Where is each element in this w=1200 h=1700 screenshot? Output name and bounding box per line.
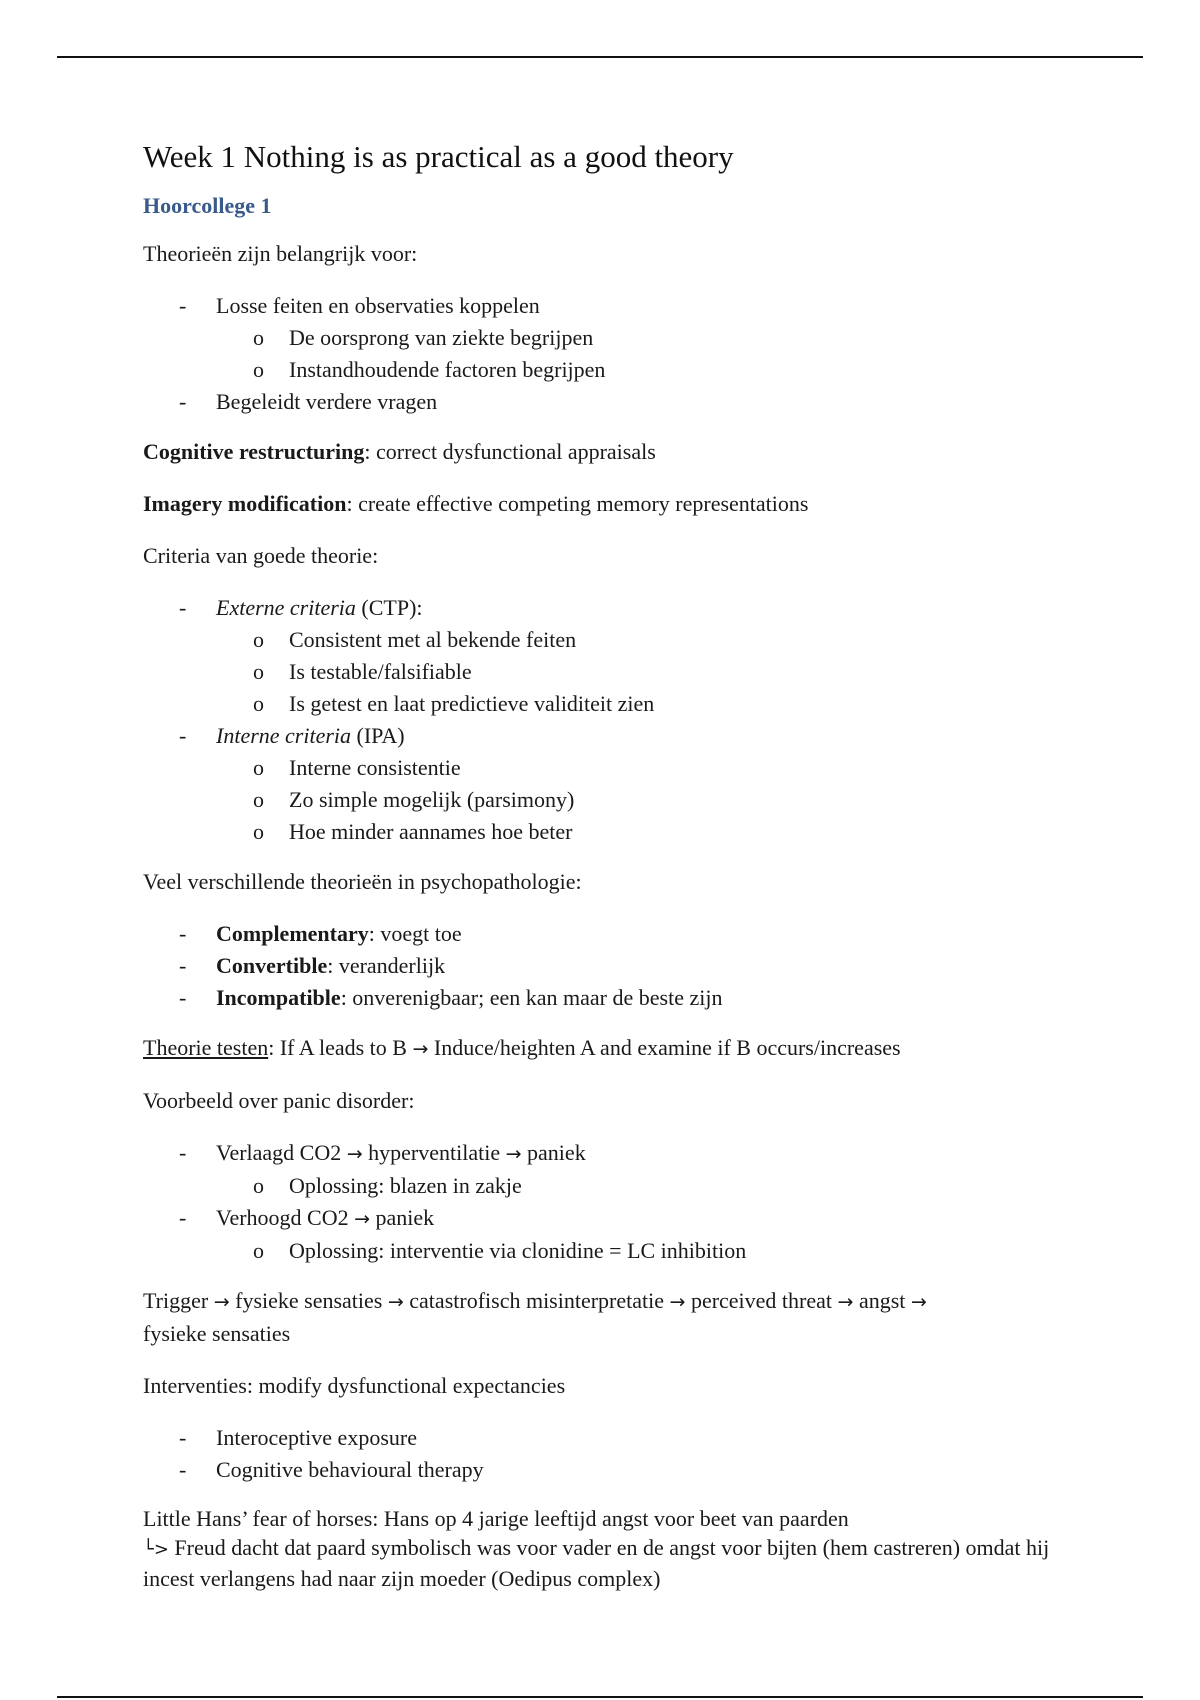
page-title: Week 1 Nothing is as practical as a good theory <box>143 139 734 174</box>
footer-rule <box>57 1696 1143 1698</box>
list-item: o Oplossing: blazen in zakje <box>216 1170 1073 1202</box>
list-item: - Incompatible: onverenigbaar; een kan maar de beste zijn <box>143 982 1073 1014</box>
arrow-right-icon: → <box>213 1291 230 1314</box>
arrow-right-icon: → <box>669 1291 686 1314</box>
sub-list <box>216 1170 1073 1202</box>
list-item: o Is getest en laat predictieve validiteit zien <box>216 688 1073 720</box>
list-item: - Interoceptive exposure <box>143 1422 1073 1454</box>
arrow-right-icon: → <box>346 1143 363 1166</box>
corner-arrow-icon: └> <box>143 1539 169 1561</box>
list-item: o Zo simple mogelijk (parsimony) <box>216 784 1073 816</box>
sub-list <box>216 1235 1073 1267</box>
list-item: o Instandhoudende factoren begrijpen <box>216 354 1073 386</box>
arrow-right-icon: → <box>505 1143 522 1166</box>
theories-list <box>143 290 1073 418</box>
document-body <box>143 138 1073 1613</box>
cognitive-restructuring: Cognitive restructuring: correct dysfunctional appraisals <box>143 439 656 465</box>
list-item: o Is testable/falsifiable <box>216 656 1073 688</box>
panic-intro: Voorbeeld over panic disorder: <box>143 1088 415 1114</box>
theory-testing: Theorie testen: If A leads to B → Induce/heighten A and examine if B occurs/increases <box>143 1035 901 1061</box>
list-item: o Hoe minder aannames hoe beter <box>216 816 1073 848</box>
interventions-list <box>143 1422 1073 1486</box>
arrow-right-icon: → <box>910 1291 927 1314</box>
list-item: - Verhoogd CO2 → paniek o Oplossing: interventie via clonidine = LC inhibition <box>143 1202 1073 1267</box>
sub-list <box>216 752 1073 848</box>
theories-intro: Theorieën zijn belangrijk voor: <box>143 241 418 267</box>
arrow-right-icon: → <box>387 1291 404 1314</box>
list-item: - Convertible: veranderlijk <box>143 950 1073 982</box>
relations-list <box>143 918 1073 1014</box>
sub-list <box>216 322 1073 386</box>
panic-list <box>143 1137 1073 1267</box>
sub-list <box>216 624 1073 720</box>
interventions-intro: Interventies: modify dysfunctional expectancies <box>143 1373 566 1399</box>
header-rule <box>57 56 1143 58</box>
list-item: - Begeleidt verdere vragen <box>143 386 1073 418</box>
little-hans-paragraph: Little Hans’ fear of horses: Hans op 4 jarige leeftijd angst voor beet van paarden └> Freud dacht dat paard symbolisch was voor vader en de angst voor bijten (hem castreren) omdat hij incest verlangens had naar zijn moeder (Oedipus complex) <box>143 1506 1050 1592</box>
arrow-right-icon: → <box>412 1038 429 1061</box>
list-item: o Interne consistentie <box>216 752 1073 784</box>
list-item: - Externe criteria (CTP): o Consistent met al bekende feiten o Is testable/falsifiable o Is getest en laat predictieve validiteit zien <box>143 592 1073 720</box>
list-item: o De oorsprong van ziekte begrijpen <box>216 322 1073 354</box>
list-item: - Losse feiten en observaties koppelen o De oorsprong van ziekte begrijpen o Instandhoudende factoren begrijpen <box>143 290 1073 386</box>
imagery-modification: Imagery modification: create effective competing memory representations <box>143 491 809 517</box>
list-item: - Complementary: voegt toe <box>143 918 1073 950</box>
theories-variety-intro: Veel verschillende theorieën in psychopathologie: <box>143 869 582 895</box>
list-item: - Verlaagd CO2 → hyperventilatie → paniek o Oplossing: blazen in zakje <box>143 1137 1073 1202</box>
list-item: - Interne criteria (IPA) o Interne consistentie o Zo simple mogelijk (parsimony) o Hoe minder aannames hoe beter <box>143 720 1073 848</box>
arrow-right-icon: → <box>837 1291 854 1314</box>
panic-cycle: Trigger → fysieke sensaties → catastrofisch misinterpretatie → perceived threat → angst → fysieke sensaties <box>143 1288 927 1347</box>
list-item: o Oplossing: interventie via clonidine = LC inhibition <box>216 1235 1073 1267</box>
criteria-intro: Criteria van goede theorie: <box>143 543 379 569</box>
criteria-list <box>143 592 1073 848</box>
section-heading: Hoorcollege 1 <box>143 192 272 218</box>
list-item: o Consistent met al bekende feiten <box>216 624 1073 656</box>
list-item: - Cognitive behavioural therapy <box>143 1454 1073 1486</box>
arrow-right-icon: → <box>354 1208 371 1231</box>
